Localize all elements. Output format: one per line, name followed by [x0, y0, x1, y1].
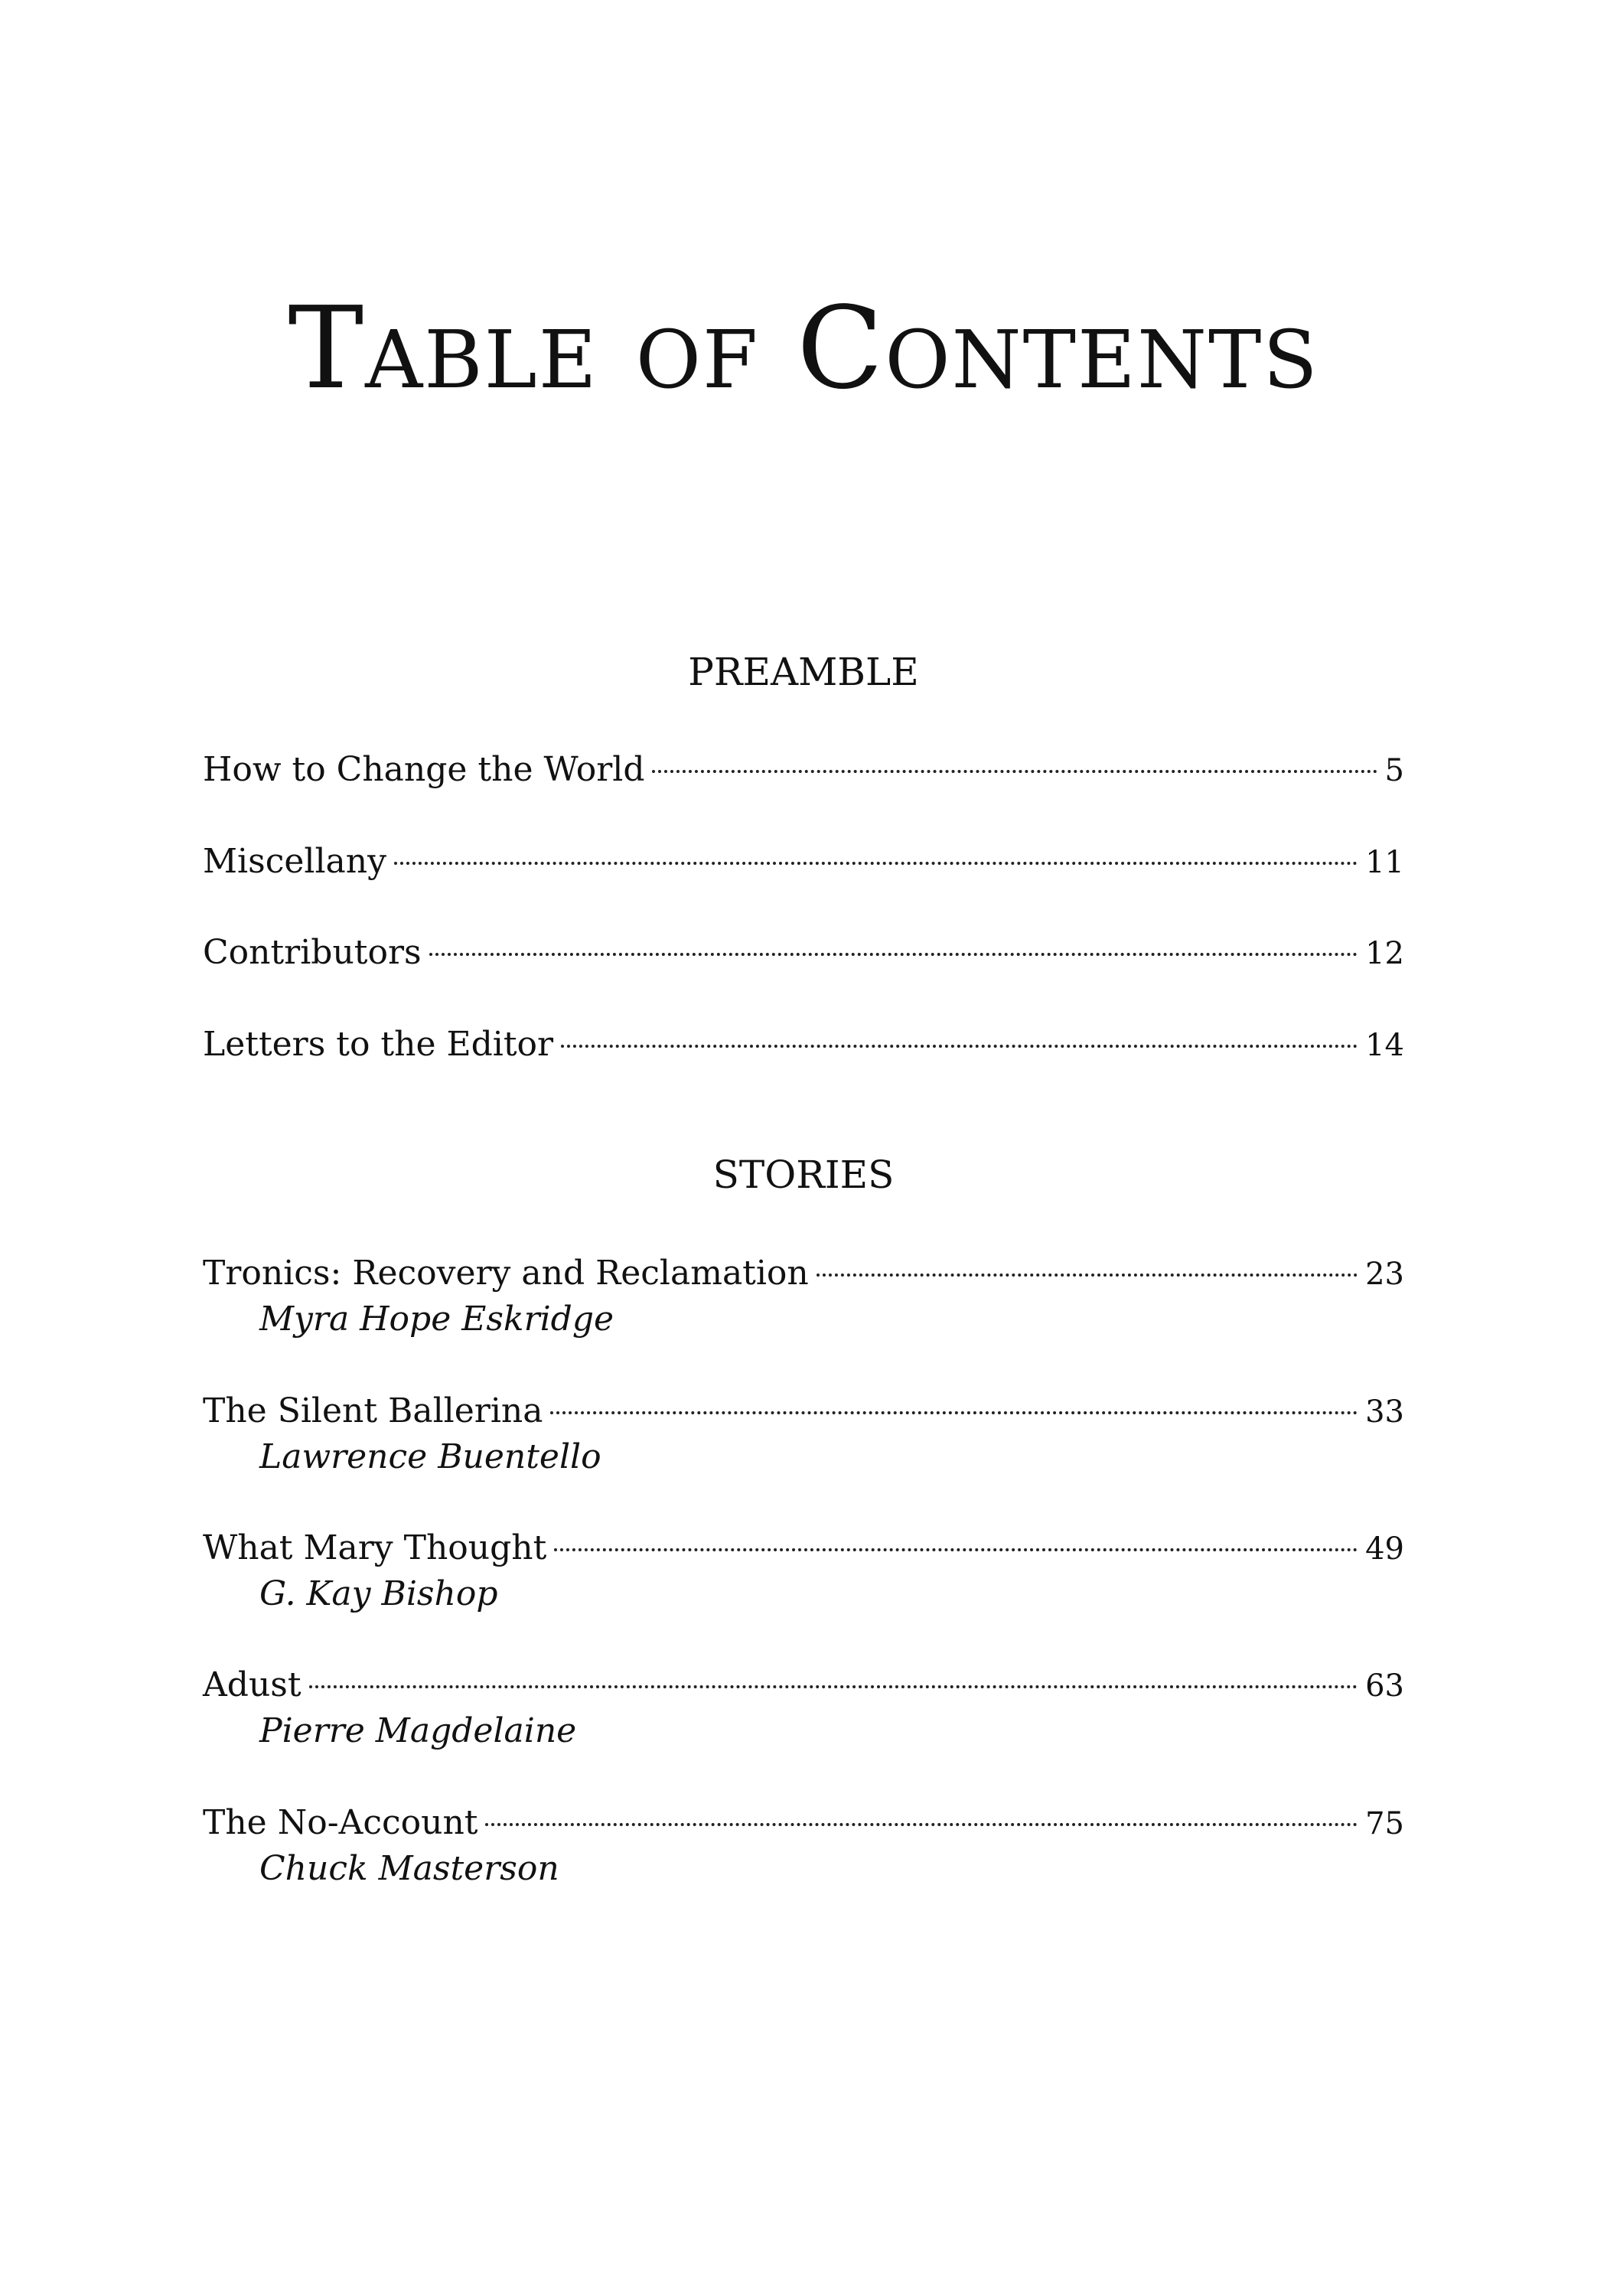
dot-leader — [550, 1411, 1358, 1414]
entry-page-number: 11 — [1365, 845, 1404, 880]
entry-page-number: 14 — [1365, 1028, 1404, 1063]
toc-entry[interactable] — [203, 1251, 1404, 1342]
entry-title: Adust — [203, 1665, 302, 1704]
toc-entry[interactable] — [203, 1022, 1404, 1068]
entry-author: G. Kay Bishop — [259, 1574, 498, 1613]
toc-entry[interactable] — [203, 1662, 1404, 1753]
entry-page-number: 49 — [1365, 1531, 1404, 1567]
dot-leader — [817, 1274, 1358, 1277]
dot-leader — [394, 862, 1358, 865]
dot-leader — [561, 1045, 1358, 1048]
toc-entry[interactable] — [203, 1388, 1404, 1479]
entry-title: Miscellany — [203, 842, 386, 881]
toc-entry[interactable] — [203, 930, 1404, 977]
entry-title: How to Change the World — [203, 750, 645, 789]
toc-entry[interactable] — [203, 1525, 1404, 1616]
dot-leader — [429, 953, 1358, 956]
dot-leader — [554, 1548, 1358, 1551]
entry-title: The No-Account — [203, 1803, 478, 1842]
entry-title: The Silent Ballerina — [203, 1391, 543, 1430]
page-title: Table of Contents — [288, 282, 1319, 414]
toc-entry[interactable] — [203, 1800, 1404, 1891]
toc-entry[interactable] — [203, 839, 1404, 885]
entry-title: Letters to the Editor — [203, 1025, 554, 1064]
entry-author: Chuck Masterson — [259, 1849, 559, 1888]
entry-author: Pierre Magdelaine — [259, 1711, 577, 1750]
entry-title: Tronics: Recovery and Reclamation — [203, 1254, 809, 1293]
entry-page-number: 75 — [1365, 1806, 1404, 1841]
dot-leader — [652, 770, 1377, 773]
entry-page-number: 23 — [1365, 1257, 1404, 1292]
entry-title: What Mary Thought — [203, 1528, 547, 1567]
section-heading-preamble: PREAMBLE — [688, 650, 919, 694]
entry-author: Myra Hope Eskridge — [259, 1300, 614, 1339]
entry-page-number: 63 — [1365, 1668, 1404, 1704]
entry-page-number: 5 — [1384, 753, 1404, 788]
section-heading-stories: STORIES — [712, 1153, 895, 1197]
entry-page-number: 33 — [1365, 1394, 1404, 1430]
entry-author: Lawrence Buentello — [259, 1437, 601, 1476]
dot-leader — [485, 1823, 1358, 1826]
entry-page-number: 12 — [1365, 936, 1404, 971]
entry-title: Contributors — [203, 933, 422, 972]
dot-leader — [309, 1685, 1358, 1688]
toc-entry[interactable] — [203, 747, 1404, 794]
